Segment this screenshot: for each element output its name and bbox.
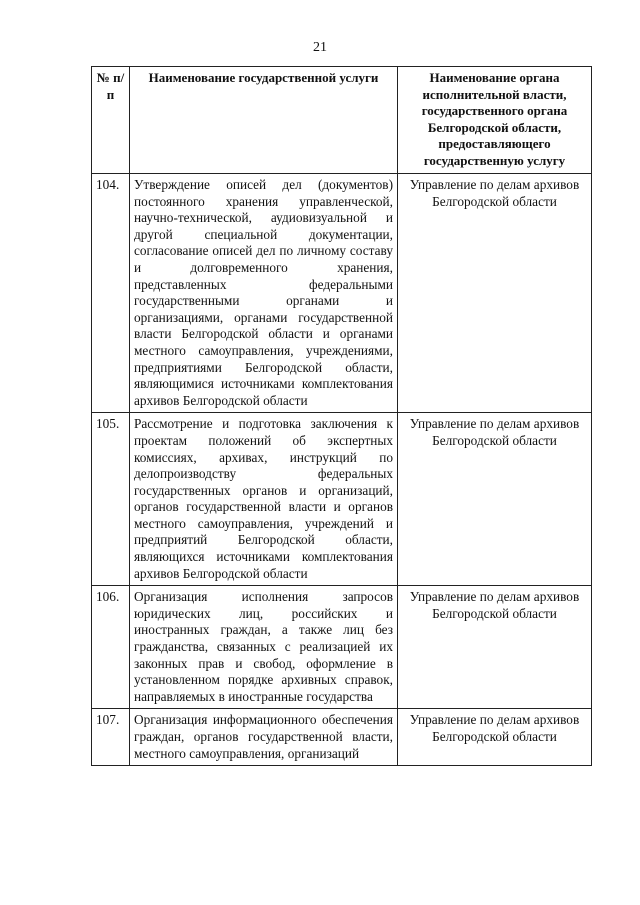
row-number: 104. [92, 174, 130, 413]
row-number: 106. [92, 586, 130, 709]
table-row [92, 413, 592, 586]
table-row [92, 709, 592, 766]
service-name: Рассмотрение и подготовка заключения к проектам положений об экспертных комиссиях, архивах, инструкций по делопроизводству федеральных государственных органов и организаций, органов государственной власти и органов местного самоуправления, учреждений и предприятий Белгородской области, являющихся источниками комплектования архивов Белгородской области [130, 413, 398, 586]
header-service: Наименование государственной услуги [130, 67, 398, 174]
row-number: 107. [92, 709, 130, 766]
page-number: 21 [313, 40, 327, 55]
table-row [92, 586, 592, 709]
service-name: Организация информационного обеспечения граждан, органов государственной власти, местного самоуправления, организаций [130, 709, 398, 766]
agency-name: Управление по делам архивов Белгородской области [398, 586, 592, 709]
agency-name: Управление по делам архивов Белгородской области [398, 413, 592, 586]
service-name: Организация исполнения запросов юридических лиц, российских и иностранных граждан, а также лиц без гражданства, связанных с реализацией их законных прав и свобод, оформление в установленном порядке архивных справок, направляемых в иностранные государства [130, 586, 398, 709]
agency-name: Управление по делам архивов Белгородской области [398, 174, 592, 413]
services-table [91, 66, 592, 766]
table-row [92, 174, 592, 413]
header-number: № п/п [92, 67, 130, 174]
header-agency: Наименование органа исполнительной власти, государственного органа Белгородской области, предоставляющего государственную услугу [398, 67, 592, 174]
service-name: Утверждение описей дел (документов) постоянного хранения управленческой, научно-технической, аудиовизуальной и другой специальной документации, согласование описей дел по личному составу и долговременного хранения, представленных федеральными государственными органами и организациями, органами государственной власти Белгородской области и органами местного самоуправления, учреждениями, предприятиями Белгородской области, являющимися источниками комплектования архивов Белгородской области [130, 174, 398, 413]
row-number: 105. [92, 413, 130, 586]
table-header-row [92, 67, 592, 174]
agency-name: Управление по делам архивов Белгородской области [398, 709, 592, 766]
